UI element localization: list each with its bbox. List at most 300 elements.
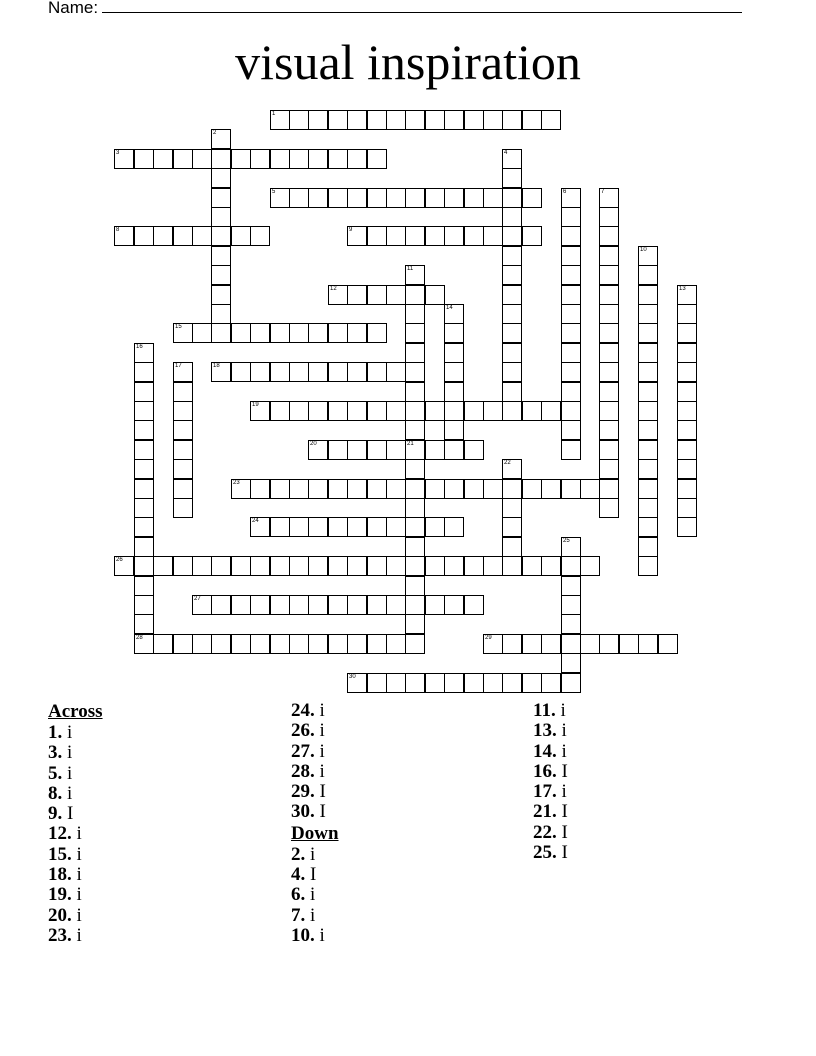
grid-cell[interactable] — [153, 556, 173, 576]
grid-cell[interactable] — [677, 285, 697, 305]
grid-cell[interactable] — [347, 110, 367, 130]
grid-cell[interactable] — [134, 479, 154, 499]
grid-cell[interactable] — [502, 343, 522, 363]
grid-cell[interactable] — [502, 265, 522, 285]
grid-cell[interactable] — [134, 440, 154, 460]
grid-cell[interactable] — [464, 595, 484, 615]
grid-cell[interactable] — [231, 634, 251, 654]
grid-cell[interactable] — [561, 304, 581, 324]
grid-cell[interactable] — [638, 285, 658, 305]
grid-cell[interactable] — [405, 634, 425, 654]
grid-cell[interactable] — [347, 673, 367, 693]
grid-cell[interactable] — [173, 556, 193, 576]
grid-cell[interactable] — [250, 556, 270, 576]
grid-cell[interactable] — [502, 246, 522, 266]
grid-cell[interactable] — [638, 517, 658, 537]
grid-cell[interactable] — [270, 188, 290, 208]
grid-cell[interactable] — [347, 226, 367, 246]
grid-cell[interactable] — [638, 401, 658, 421]
grid-cell[interactable] — [502, 517, 522, 537]
grid-cell[interactable] — [502, 537, 522, 557]
grid-cell[interactable] — [425, 595, 445, 615]
grid-cell[interactable] — [405, 226, 425, 246]
grid-cell[interactable] — [425, 479, 445, 499]
grid-cell[interactable] — [289, 556, 309, 576]
grid-cell[interactable] — [347, 188, 367, 208]
grid-cell[interactable] — [405, 556, 425, 576]
grid-cell[interactable] — [599, 246, 619, 266]
grid-cell[interactable] — [502, 110, 522, 130]
grid-cell[interactable] — [173, 149, 193, 169]
grid-cell[interactable] — [444, 188, 464, 208]
grid-cell[interactable] — [134, 401, 154, 421]
grid-cell[interactable] — [386, 634, 406, 654]
grid-cell[interactable] — [425, 673, 445, 693]
grid-cell[interactable] — [134, 343, 154, 363]
grid-cell[interactable] — [561, 576, 581, 596]
grid-cell[interactable] — [502, 362, 522, 382]
grid-cell[interactable] — [134, 595, 154, 615]
grid-cell[interactable] — [386, 479, 406, 499]
grid-cell[interactable] — [638, 382, 658, 402]
grid-cell[interactable] — [289, 401, 309, 421]
grid-cell[interactable] — [677, 479, 697, 499]
grid-cell[interactable] — [677, 459, 697, 479]
grid-cell[interactable] — [464, 440, 484, 460]
grid-cell[interactable] — [638, 265, 658, 285]
grid-cell[interactable] — [192, 556, 212, 576]
grid-cell[interactable] — [328, 323, 348, 343]
grid-cell[interactable] — [405, 537, 425, 557]
grid-cell[interactable] — [134, 382, 154, 402]
grid-cell[interactable] — [522, 110, 542, 130]
grid-cell[interactable] — [405, 265, 425, 285]
grid-cell[interactable] — [561, 653, 581, 673]
grid-cell[interactable] — [328, 401, 348, 421]
grid-cell[interactable] — [502, 323, 522, 343]
grid-cell[interactable] — [502, 556, 522, 576]
grid-cell[interactable] — [328, 440, 348, 460]
grid-cell[interactable] — [405, 188, 425, 208]
grid-cell[interactable] — [464, 673, 484, 693]
grid-cell[interactable] — [599, 304, 619, 324]
grid-cell[interactable] — [367, 440, 387, 460]
grid-cell[interactable] — [153, 149, 173, 169]
grid-cell[interactable] — [347, 479, 367, 499]
grid-cell[interactable] — [405, 479, 425, 499]
grid-cell[interactable] — [599, 382, 619, 402]
grid-cell[interactable] — [677, 517, 697, 537]
grid-cell[interactable] — [308, 440, 328, 460]
grid-cell[interactable] — [347, 440, 367, 460]
grid-cell[interactable] — [308, 401, 328, 421]
grid-cell[interactable] — [541, 556, 561, 576]
grid-cell[interactable] — [561, 343, 581, 363]
grid-cell[interactable] — [444, 323, 464, 343]
grid-cell[interactable] — [599, 226, 619, 246]
grid-cell[interactable] — [289, 149, 309, 169]
grid-cell[interactable] — [444, 110, 464, 130]
grid-cell[interactable] — [464, 188, 484, 208]
grid-cell[interactable] — [444, 673, 464, 693]
grid-cell[interactable] — [270, 362, 290, 382]
grid-cell[interactable] — [134, 556, 154, 576]
grid-cell[interactable] — [619, 634, 639, 654]
grid-cell[interactable] — [114, 149, 134, 169]
grid-cell[interactable] — [192, 595, 212, 615]
grid-cell[interactable] — [425, 188, 445, 208]
grid-cell[interactable] — [308, 517, 328, 537]
grid-cell[interactable] — [328, 517, 348, 537]
grid-cell[interactable] — [638, 537, 658, 557]
grid-cell[interactable] — [231, 595, 251, 615]
grid-cell[interactable] — [561, 362, 581, 382]
grid-cell[interactable] — [173, 459, 193, 479]
grid-cell[interactable] — [308, 323, 328, 343]
grid-cell[interactable] — [308, 149, 328, 169]
grid-cell[interactable] — [502, 207, 522, 227]
grid-cell[interactable] — [405, 420, 425, 440]
grid-cell[interactable] — [483, 479, 503, 499]
grid-cell[interactable] — [347, 556, 367, 576]
grid-cell[interactable] — [386, 226, 406, 246]
grid-cell[interactable] — [308, 479, 328, 499]
grid-cell[interactable] — [522, 401, 542, 421]
grid-cell[interactable] — [386, 110, 406, 130]
grid-cell[interactable] — [444, 517, 464, 537]
grid-cell[interactable] — [308, 556, 328, 576]
grid-cell[interactable] — [386, 673, 406, 693]
grid-cell[interactable] — [444, 556, 464, 576]
grid-cell[interactable] — [270, 595, 290, 615]
grid-cell[interactable] — [386, 362, 406, 382]
grid-cell[interactable] — [367, 673, 387, 693]
grid-cell[interactable] — [134, 420, 154, 440]
grid-cell[interactable] — [367, 188, 387, 208]
grid-cell[interactable] — [308, 110, 328, 130]
grid-cell[interactable] — [425, 226, 445, 246]
grid-cell[interactable] — [386, 517, 406, 537]
grid-cell[interactable] — [502, 634, 522, 654]
grid-cell[interactable] — [444, 479, 464, 499]
grid-cell[interactable] — [561, 188, 581, 208]
grid-cell[interactable] — [250, 226, 270, 246]
grid-cell[interactable] — [114, 226, 134, 246]
grid-cell[interactable] — [541, 479, 561, 499]
grid-cell[interactable] — [134, 498, 154, 518]
grid-cell[interactable] — [638, 304, 658, 324]
grid-cell[interactable] — [502, 285, 522, 305]
grid-cell[interactable] — [289, 479, 309, 499]
grid-cell[interactable] — [289, 188, 309, 208]
grid-cell[interactable] — [580, 556, 600, 576]
grid-cell[interactable] — [347, 401, 367, 421]
grid-cell[interactable] — [270, 556, 290, 576]
grid-cell[interactable] — [289, 110, 309, 130]
grid-cell[interactable] — [211, 323, 231, 343]
grid-cell[interactable] — [134, 517, 154, 537]
grid-cell[interactable] — [483, 226, 503, 246]
grid-cell[interactable] — [328, 556, 348, 576]
grid-cell[interactable] — [599, 323, 619, 343]
grid-cell[interactable] — [658, 634, 678, 654]
grid-cell[interactable] — [405, 110, 425, 130]
grid-cell[interactable] — [561, 226, 581, 246]
grid-cell[interactable] — [464, 401, 484, 421]
grid-cell[interactable] — [464, 110, 484, 130]
grid-cell[interactable] — [502, 382, 522, 402]
grid-cell[interactable] — [134, 459, 154, 479]
grid-cell[interactable] — [386, 188, 406, 208]
grid-cell[interactable] — [270, 401, 290, 421]
grid-cell[interactable] — [211, 226, 231, 246]
grid-cell[interactable] — [502, 188, 522, 208]
grid-cell[interactable] — [638, 498, 658, 518]
grid-cell[interactable] — [347, 149, 367, 169]
grid-cell[interactable] — [561, 420, 581, 440]
grid-cell[interactable] — [599, 420, 619, 440]
grid-cell[interactable] — [638, 420, 658, 440]
grid-cell[interactable] — [677, 440, 697, 460]
grid-cell[interactable] — [173, 479, 193, 499]
grid-cell[interactable] — [561, 634, 581, 654]
grid-cell[interactable] — [483, 556, 503, 576]
grid-cell[interactable] — [405, 323, 425, 343]
grid-cell[interactable] — [289, 595, 309, 615]
grid-cell[interactable] — [677, 420, 697, 440]
grid-cell[interactable] — [599, 207, 619, 227]
grid-cell[interactable] — [211, 129, 231, 149]
grid-cell[interactable] — [211, 265, 231, 285]
grid-cell[interactable] — [561, 537, 581, 557]
grid-cell[interactable] — [192, 634, 212, 654]
grid-cell[interactable] — [250, 595, 270, 615]
grid-cell[interactable] — [386, 556, 406, 576]
grid-cell[interactable] — [250, 517, 270, 537]
grid-cell[interactable] — [308, 362, 328, 382]
grid-cell[interactable] — [405, 595, 425, 615]
grid-cell[interactable] — [405, 517, 425, 537]
grid-cell[interactable] — [502, 498, 522, 518]
grid-cell[interactable] — [250, 362, 270, 382]
grid-cell[interactable] — [405, 343, 425, 363]
grid-cell[interactable] — [677, 304, 697, 324]
grid-cell[interactable] — [270, 634, 290, 654]
grid-cell[interactable] — [328, 110, 348, 130]
grid-cell[interactable] — [405, 304, 425, 324]
grid-cell[interactable] — [464, 479, 484, 499]
grid-cell[interactable] — [425, 285, 445, 305]
grid-cell[interactable] — [134, 149, 154, 169]
grid-cell[interactable] — [561, 614, 581, 634]
grid-cell[interactable] — [211, 207, 231, 227]
grid-cell[interactable] — [367, 149, 387, 169]
grid-cell[interactable] — [173, 362, 193, 382]
grid-cell[interactable] — [425, 556, 445, 576]
grid-cell[interactable] — [483, 634, 503, 654]
grid-cell[interactable] — [483, 673, 503, 693]
grid-cell[interactable] — [270, 149, 290, 169]
grid-cell[interactable] — [231, 323, 251, 343]
grid-cell[interactable] — [599, 265, 619, 285]
grid-cell[interactable] — [231, 479, 251, 499]
grid-cell[interactable] — [173, 226, 193, 246]
grid-cell[interactable] — [561, 595, 581, 615]
grid-cell[interactable] — [328, 188, 348, 208]
grid-cell[interactable] — [308, 634, 328, 654]
grid-cell[interactable] — [541, 634, 561, 654]
grid-cell[interactable] — [289, 634, 309, 654]
grid-cell[interactable] — [347, 634, 367, 654]
grid-cell[interactable] — [231, 149, 251, 169]
grid-cell[interactable] — [405, 614, 425, 634]
grid-cell[interactable] — [173, 401, 193, 421]
grid-cell[interactable] — [367, 401, 387, 421]
grid-cell[interactable] — [483, 401, 503, 421]
grid-cell[interactable] — [367, 362, 387, 382]
grid-cell[interactable] — [231, 556, 251, 576]
grid-cell[interactable] — [425, 401, 445, 421]
grid-cell[interactable] — [444, 440, 464, 460]
grid-cell[interactable] — [405, 440, 425, 460]
grid-cell[interactable] — [405, 576, 425, 596]
grid-cell[interactable] — [425, 440, 445, 460]
grid-cell[interactable] — [289, 362, 309, 382]
grid-cell[interactable] — [541, 673, 561, 693]
grid-cell[interactable] — [638, 246, 658, 266]
grid-cell[interactable] — [677, 362, 697, 382]
grid-cell[interactable] — [367, 285, 387, 305]
grid-cell[interactable] — [522, 226, 542, 246]
grid-cell[interactable] — [211, 246, 231, 266]
grid-cell[interactable] — [367, 556, 387, 576]
grid-cell[interactable] — [502, 673, 522, 693]
grid-cell[interactable] — [134, 362, 154, 382]
grid-cell[interactable] — [192, 149, 212, 169]
grid-cell[interactable] — [173, 382, 193, 402]
grid-cell[interactable] — [444, 362, 464, 382]
grid-cell[interactable] — [211, 188, 231, 208]
grid-cell[interactable] — [502, 304, 522, 324]
grid-cell[interactable] — [541, 110, 561, 130]
grid-cell[interactable] — [522, 673, 542, 693]
grid-cell[interactable] — [502, 479, 522, 499]
grid-cell[interactable] — [347, 595, 367, 615]
grid-cell[interactable] — [173, 498, 193, 518]
grid-cell[interactable] — [677, 343, 697, 363]
grid-cell[interactable] — [561, 401, 581, 421]
grid-cell[interactable] — [270, 479, 290, 499]
grid-cell[interactable] — [367, 226, 387, 246]
grid-cell[interactable] — [134, 634, 154, 654]
grid-cell[interactable] — [483, 188, 503, 208]
grid-cell[interactable] — [308, 188, 328, 208]
grid-cell[interactable] — [405, 673, 425, 693]
grid-cell[interactable] — [561, 207, 581, 227]
grid-cell[interactable] — [386, 285, 406, 305]
grid-cell[interactable] — [599, 634, 619, 654]
grid-cell[interactable] — [405, 498, 425, 518]
grid-cell[interactable] — [134, 226, 154, 246]
grid-cell[interactable] — [405, 382, 425, 402]
grid-cell[interactable] — [347, 362, 367, 382]
grid-cell[interactable] — [638, 459, 658, 479]
grid-cell[interactable] — [638, 634, 658, 654]
grid-cell[interactable] — [561, 479, 581, 499]
grid-cell[interactable] — [153, 634, 173, 654]
grid-cell[interactable] — [250, 479, 270, 499]
grid-cell[interactable] — [386, 440, 406, 460]
grid-cell[interactable] — [599, 343, 619, 363]
grid-cell[interactable] — [250, 149, 270, 169]
grid-cell[interactable] — [328, 285, 348, 305]
grid-cell[interactable] — [328, 595, 348, 615]
grid-cell[interactable] — [386, 401, 406, 421]
grid-cell[interactable] — [638, 362, 658, 382]
grid-cell[interactable] — [405, 285, 425, 305]
grid-cell[interactable] — [134, 576, 154, 596]
grid-cell[interactable] — [638, 323, 658, 343]
grid-cell[interactable] — [173, 323, 193, 343]
grid-cell[interactable] — [502, 401, 522, 421]
grid-cell[interactable] — [347, 323, 367, 343]
grid-cell[interactable] — [677, 401, 697, 421]
grid-cell[interactable] — [677, 498, 697, 518]
grid-cell[interactable] — [134, 537, 154, 557]
grid-cell[interactable] — [599, 459, 619, 479]
grid-cell[interactable] — [425, 517, 445, 537]
grid-cell[interactable] — [483, 110, 503, 130]
grid-cell[interactable] — [561, 265, 581, 285]
grid-cell[interactable] — [367, 517, 387, 537]
grid-cell[interactable] — [347, 517, 367, 537]
grid-cell[interactable] — [561, 440, 581, 460]
grid-cell[interactable] — [173, 440, 193, 460]
grid-cell[interactable] — [192, 323, 212, 343]
grid-cell[interactable] — [444, 304, 464, 324]
grid-cell[interactable] — [367, 323, 387, 343]
grid-cell[interactable] — [211, 634, 231, 654]
grid-cell[interactable] — [308, 595, 328, 615]
grid-cell[interactable] — [367, 595, 387, 615]
grid-cell[interactable] — [367, 110, 387, 130]
grid-cell[interactable] — [386, 595, 406, 615]
grid-cell[interactable] — [522, 634, 542, 654]
grid-cell[interactable] — [502, 459, 522, 479]
grid-cell[interactable] — [638, 556, 658, 576]
grid-cell[interactable] — [328, 149, 348, 169]
grid-cell[interactable] — [231, 362, 251, 382]
grid-cell[interactable] — [211, 304, 231, 324]
grid-cell[interactable] — [405, 362, 425, 382]
grid-cell[interactable] — [134, 614, 154, 634]
grid-cell[interactable] — [328, 362, 348, 382]
grid-cell[interactable] — [561, 382, 581, 402]
grid-cell[interactable] — [231, 226, 251, 246]
grid-cell[interactable] — [444, 401, 464, 421]
grid-cell[interactable] — [444, 595, 464, 615]
grid-cell[interactable] — [677, 382, 697, 402]
grid-cell[interactable] — [367, 634, 387, 654]
grid-cell[interactable] — [502, 226, 522, 246]
grid-cell[interactable] — [464, 556, 484, 576]
grid-cell[interactable] — [638, 440, 658, 460]
grid-cell[interactable] — [677, 323, 697, 343]
grid-cell[interactable] — [153, 226, 173, 246]
grid-cell[interactable] — [425, 110, 445, 130]
grid-cell[interactable] — [444, 382, 464, 402]
grid-cell[interactable] — [250, 401, 270, 421]
